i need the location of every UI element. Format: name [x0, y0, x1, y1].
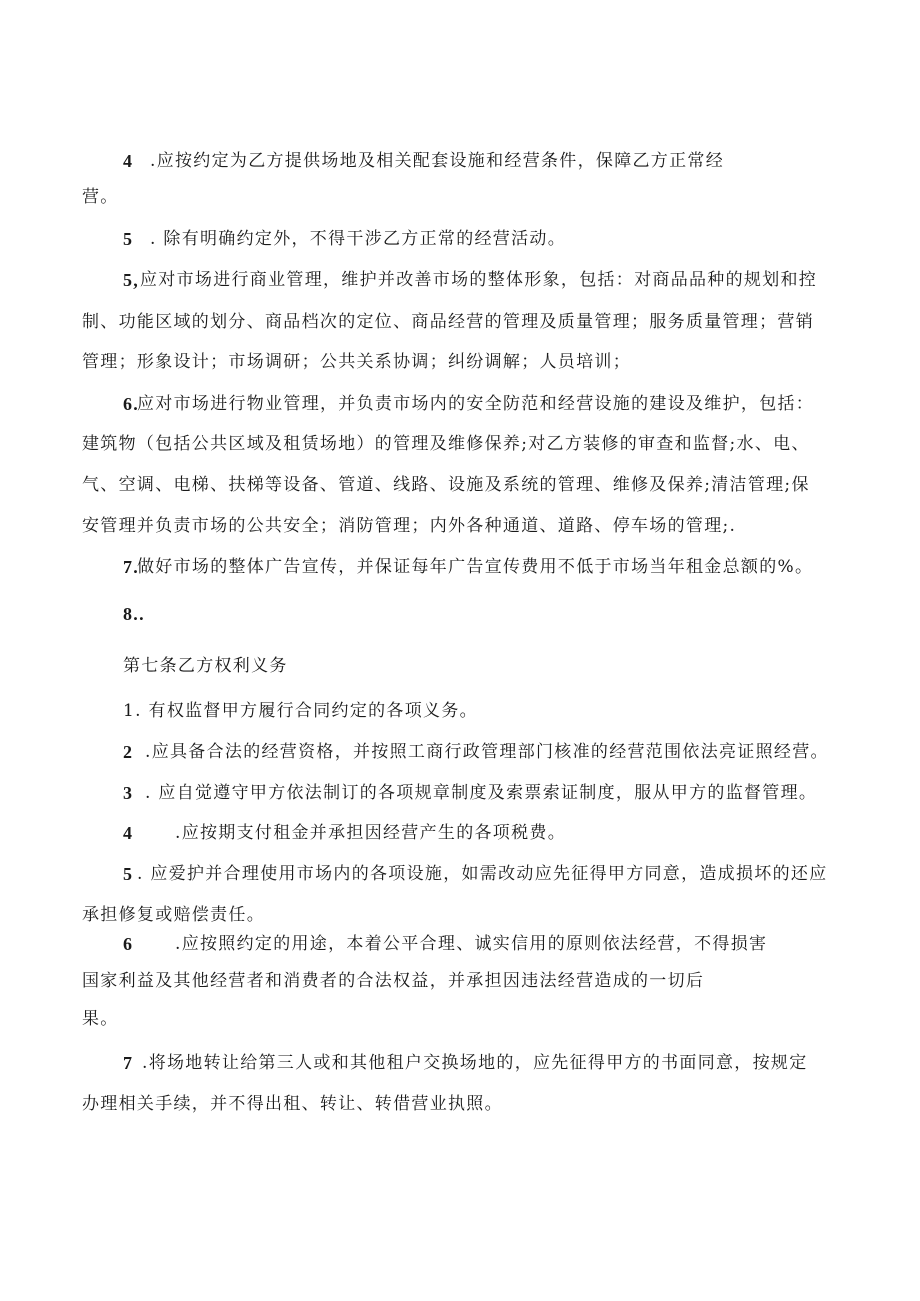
line-text: 管理；形象设计；市场调研；公共关系协调；纠纷调解；人员培训； — [82, 352, 631, 372]
item-number: 2 — [123, 742, 134, 762]
line-text: . 应爱护并合理使用市场内的各项设施，如需改动应先征得甲方同意，造成损坏的还应 — [137, 864, 828, 884]
line-text: 气、空调、电梯、扶梯等设备、管道、线路、设施及系统的管理、维修及保养;清洁管理;保 — [82, 475, 810, 495]
line-text: 承担修复或赔偿责任。 — [82, 905, 265, 925]
line-text: . 除有明确约定外，不得干涉乙方正常的经营活动。 — [150, 229, 567, 249]
item-number: 4 — [123, 151, 134, 171]
line-text: 国家利益及其他经营者和消费者的合法权益，并承担因违法经营造成的一切后 — [82, 971, 705, 991]
line-text: 应对市场进行物业管理，并负责市场内的安全防范和经营设施的建设及维护，包括： — [137, 394, 815, 414]
item-number: 5 — [123, 864, 134, 884]
line-text: 办理相关手续，并不得出租、转让、转借营业执照。 — [82, 1094, 503, 1114]
item-number: 8.. — [123, 604, 145, 624]
item-number: 3 — [123, 783, 134, 803]
line-text: . 应自觉遵守甲方依法制订的各项规章制度及索票索证制度，服从甲方的监督管理。 — [145, 783, 818, 803]
item-number: 4 — [123, 823, 134, 843]
line-text: 果。 — [82, 1009, 119, 1029]
item-number: 5, — [123, 270, 140, 290]
section-heading: 第七条乙方权利义务 — [123, 656, 288, 676]
item-number: 6 — [123, 934, 134, 954]
line-text: .应按照约定的用途，本着公平合理、诚实信用的原则依法经营，不得损害 — [175, 934, 768, 954]
line-text: 应对市场进行商业管理，维护并改善市场的整体形象，包括：对商品品种的规划和控 — [140, 270, 818, 290]
line-text: .应按约定为乙方提供场地及相关配套设施和经营条件，保障乙方正常经 — [150, 151, 725, 171]
line-text: .应具备合法的经营资格，并按照工商行政管理部门核准的经营范围依法亮证照经营。 — [145, 742, 829, 762]
line-text: 制、功能区域的划分、商品档次的定位、商品经营的管理及质量管理；服务质量管理；营销 — [82, 312, 814, 332]
line-text: 1. 有权监督甲方履行合同约定的各项义务。 — [123, 701, 478, 721]
item-number: 7. — [123, 557, 140, 577]
line-text: .将场地转让给第三人或和其他租户交换场地的，应先征得甲方的书面同意，按规定 — [142, 1053, 808, 1073]
line-text: 建筑物（包括公共区域及租赁场地）的管理及维修保养;对乙方装修的审查和监督;水、电、 — [82, 434, 810, 454]
line-text: .应按期支付租金并承担因经营产生的各项税费。 — [175, 823, 567, 843]
line-text: 做好市场的整体广告宣传，并保证每年广告宣传费用不低于市场当年租金总额的%。 — [137, 557, 814, 577]
line-text: 营。 — [82, 187, 119, 207]
line-text: 安管理并负责市场的公共安全；消防管理；内外各种通道、道路、停车场的管理;. — [82, 516, 737, 536]
item-number: 7 — [123, 1053, 134, 1073]
item-number: 6. — [123, 394, 140, 414]
item-number: 5 — [123, 229, 134, 249]
